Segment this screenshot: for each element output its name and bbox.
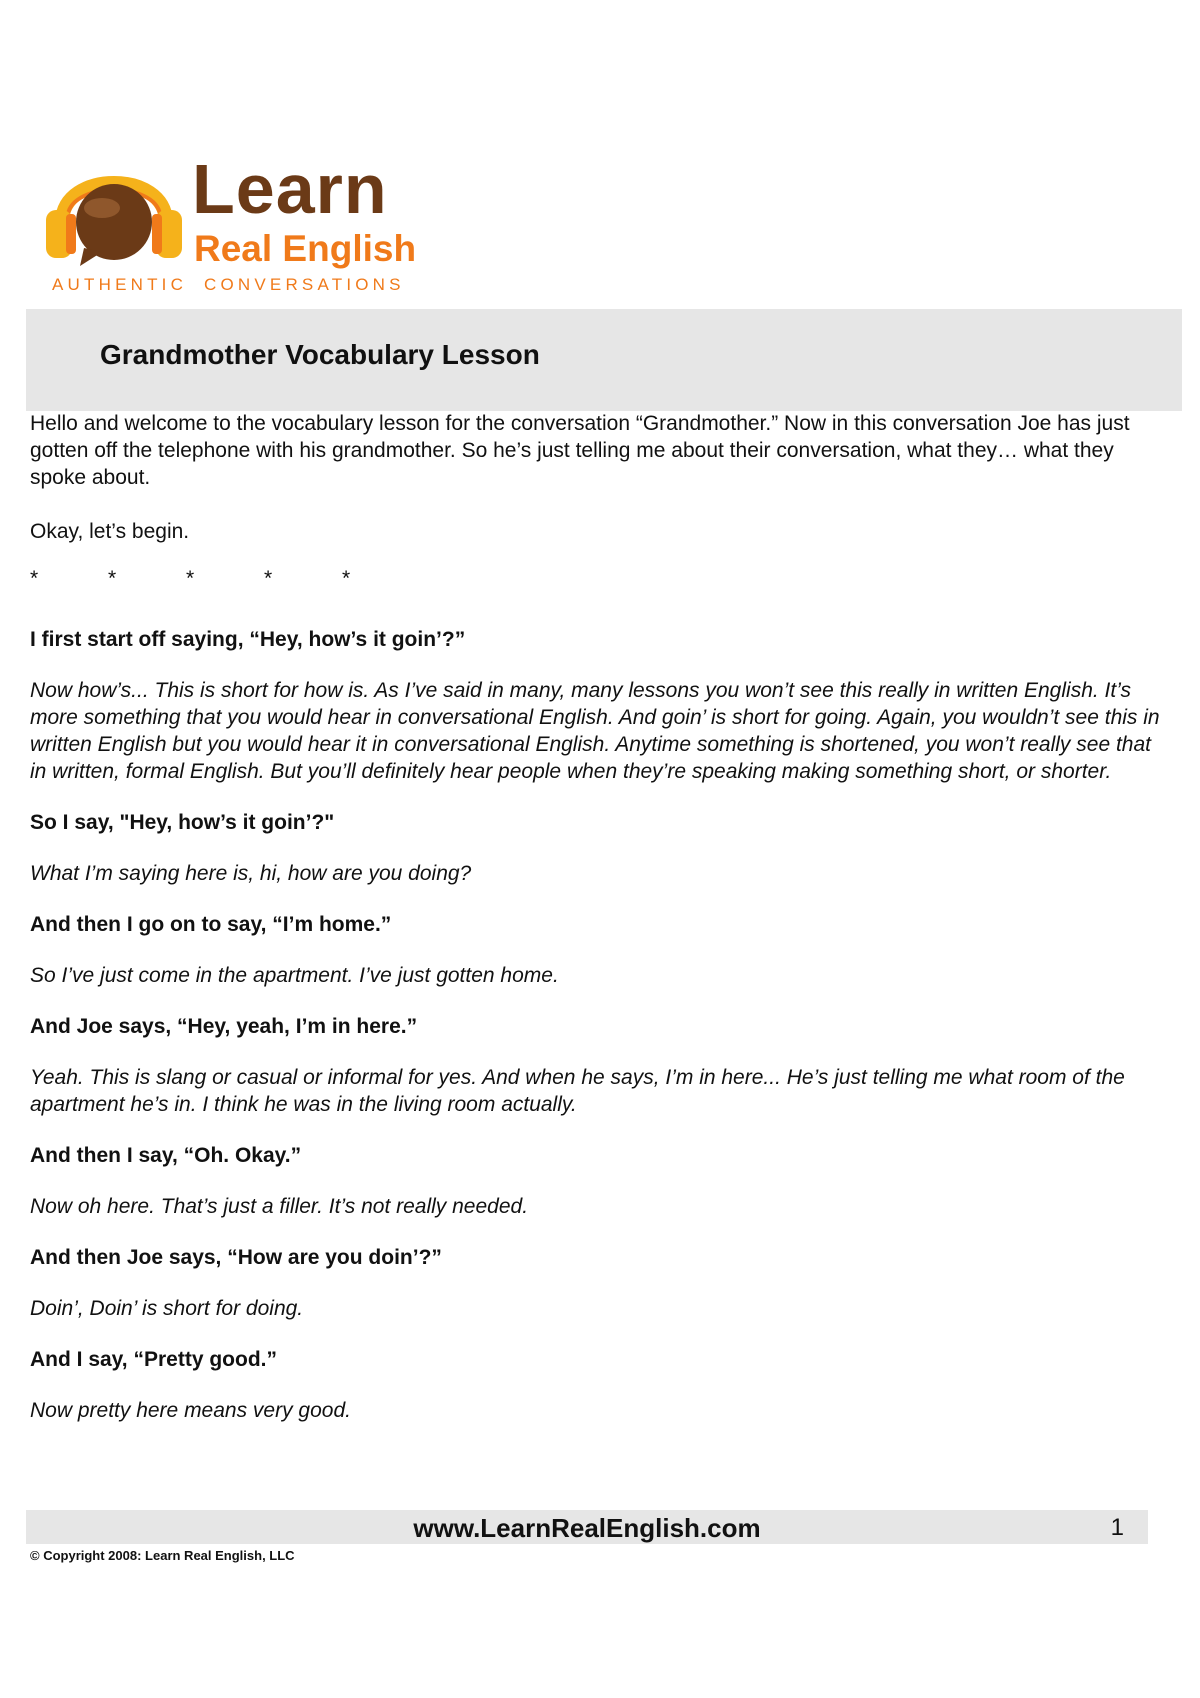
dialogue-line: I first start off saying, “Hey, how’s it goin’?” [30,628,466,651]
copyright-notice: © Copyright 2008: Learn Real English, LLC [30,1548,295,1563]
intro-paragraph: Hello and welcome to the vocabulary lesson for the conversation “Grandmother.” Now in this conversation Joe has just gotten off the telephone with his grandmother. So he’s just telling me about their conversation, what they… what they spoke about. [30,412,1130,489]
begin-line: Okay, let’s begin. [30,520,190,543]
dialogue-line: And then I go on to say, “I’m home.” [30,913,392,936]
logo-tagline: AUTHENTIC CONVERSATIONS [52,275,405,294]
explanation: Yeah. This is slang or casual or informal for yes. And when he says, I’m in here... He’s just telling me what room of the apartment he’s in. I think he was in the living room actually. [30,1066,1125,1116]
title-band [26,309,1182,411]
dialogue-line: And Joe says, “Hey, yeah, I’m in here.” [30,1015,418,1038]
footer-url[interactable]: www.LearnRealEnglish.com [413,1513,761,1543]
lesson-content [30,410,1170,1424]
dialogue-line: And I say, “Pretty good.” [30,1348,277,1371]
star-divider: * * * * * [30,567,383,590]
explanation: So I’ve just come in the apartment. I’ve just gotten home. [30,964,559,987]
dialogue-line: So I say, "Hey, how’s it goin’?" [30,811,335,834]
page-number: 1 [1110,1514,1124,1541]
dialogue-line: And then Joe says, “How are you doin’?” [30,1246,442,1269]
headphones-logo-icon [44,152,194,272]
footer-band [26,1510,1148,1544]
explanation: Now oh here. That’s just a filler. It’s not really needed. [30,1195,529,1218]
explanation: What I’m saying here is, hi, how are you doing? [30,862,472,885]
explanation: Now how’s... This is short for how is. As I’ve said in many, many lessons you won’t see this really in written English. It’s more something that you would hear in conversational English. And goin’ is short for going. Again, you wouldn’t see this in written English but you would hear it in conversational English. Anytime something is shortened, you won’t really see that in written, formal English. But you’ll definitely hear people when they’re speaking making something short, or shorter. [30,679,1160,783]
dialogue-line: And then I say, “Oh. Okay.” [30,1144,302,1167]
explanation: Now pretty here means very good. [30,1399,351,1422]
logo-word-learn: Learn [192,150,388,228]
logo-word-real-english: Real English [194,228,417,269]
page-title: Grandmother Vocabulary Lesson [100,339,540,370]
explanation: Doin’, Doin’ is short for doing. [30,1297,304,1320]
logo [44,152,464,302]
